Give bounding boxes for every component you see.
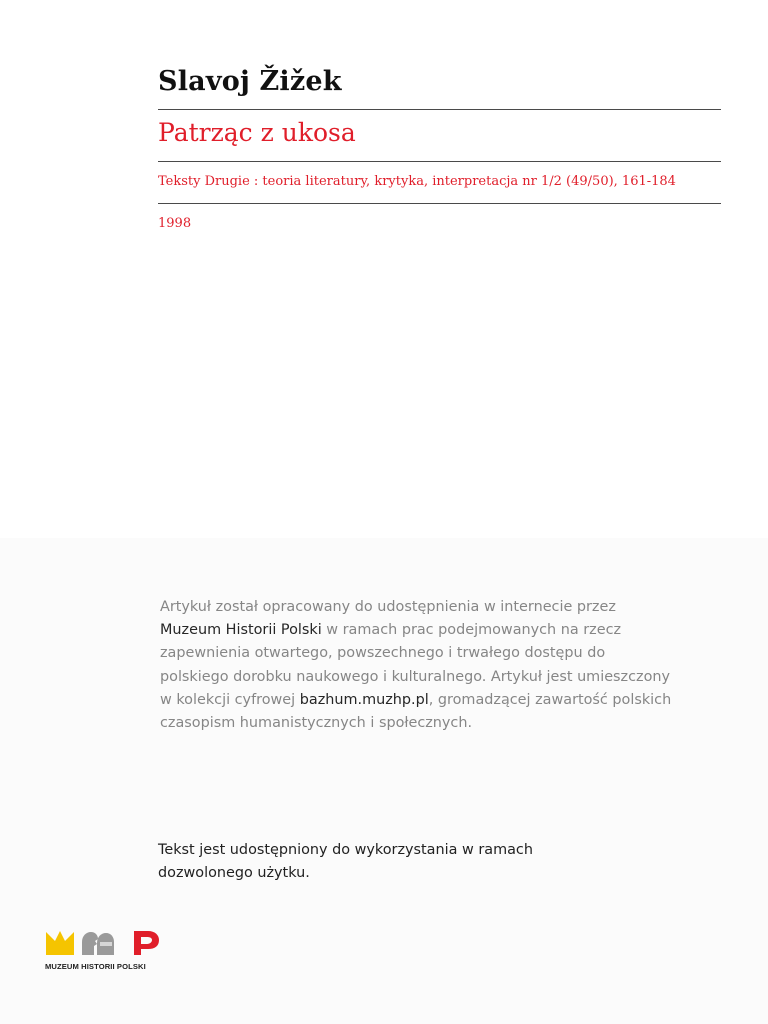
- notice-text: w ramach prac podejmowanych na rzecz: [321, 622, 622, 639]
- digitization-notice: [160, 596, 720, 735]
- notice-line: [160, 689, 720, 712]
- collection-link[interactable]: bazhum.muzhp.pl: [299, 691, 429, 708]
- divider-rule: [158, 109, 721, 110]
- divider-rule: [158, 203, 721, 204]
- article-source: Teksty Drugie : teoria literatury, krytyka, interpretacja nr 1/2 (49/50), 161-184: [158, 174, 676, 189]
- notice-line: Artykuł został opracowany do udostępnienia w internecie przez: [160, 599, 616, 615]
- article-author: Slavoj Žižek: [158, 66, 342, 97]
- notice-line: czasopism humanistycznych i społecznych.: [160, 715, 473, 732]
- museum-name: Muzeum Historii Polski: [160, 622, 322, 639]
- license-line: Tekst jest udostępniony do wykorzystania w ramach: [158, 842, 533, 858]
- notice-text: , gromadzącej zawartość polskich: [428, 691, 672, 708]
- notice-line: zapewnienia otwartego, powszechnego i trwałego dostępu do: [160, 645, 606, 662]
- notice-text: w kolekcji cyfrowej: [160, 691, 300, 708]
- notice-line: polskiego dorobku naukowego i kulturalnego. Artykuł jest umieszczony: [160, 668, 671, 685]
- publication-year: 1998: [158, 216, 192, 231]
- license-statement: [158, 839, 638, 886]
- divider-rule: [158, 161, 721, 162]
- logo-caption: MUZEUM HISTORII POLSKI: [45, 962, 146, 971]
- article-title: Patrząc z ukosa: [158, 118, 356, 147]
- license-line: dozwolonego użytku.: [158, 865, 310, 882]
- notice-line: [160, 619, 720, 642]
